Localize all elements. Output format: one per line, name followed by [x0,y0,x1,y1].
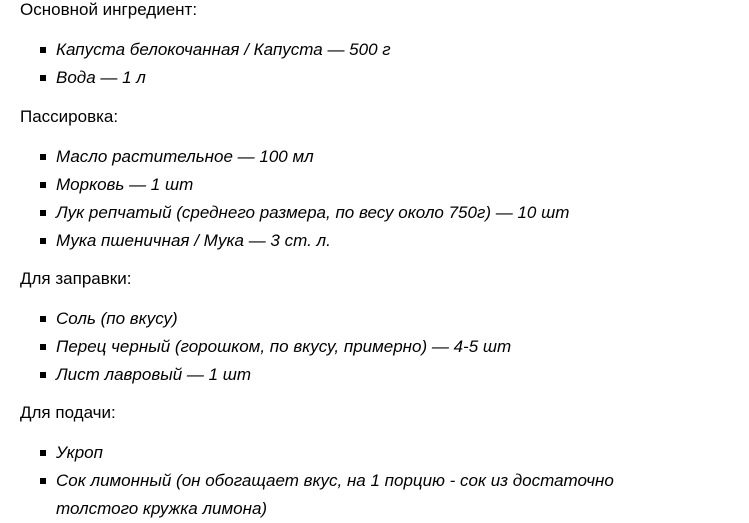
list-item-text: Сок лимонный (он обогащает вкус, на 1 порцию - сок из достаточно толстого кружка лимона) [56,471,614,518]
bullet-icon [40,478,46,484]
bullet-icon [40,47,46,53]
list-item-text: Вода — 1 л [56,68,146,87]
bullet-icon [40,182,46,188]
bullet-icon [40,75,46,81]
ingredients-document [20,0,740,523]
bullet-icon [40,372,46,378]
list-item [20,36,740,64]
list-item [20,143,740,171]
list-item [20,64,740,92]
list-item [20,171,740,199]
section-title-dressing: Для заправки: [20,269,132,288]
list-item-text: Лист лавровый — 1 шт [56,365,252,384]
list-item-text: Соль (по вкусу) [56,309,178,328]
list-item-text: Укроп [56,443,103,462]
list-item-text: Лук репчатый (среднего размера, по весу около 750г) — 10 шт [56,203,570,222]
section-title-passirovka: Пассировка: [20,107,119,126]
bullet-icon [40,344,46,350]
bullet-icon [40,316,46,322]
section-title-main-ingredient: Основной ингредиент: [20,0,198,19]
ingredient-list-main [20,36,740,92]
list-item-text: Масло растительное — 100 мл [56,147,314,166]
list-item-text: Морковь — 1 шт [56,175,194,194]
list-item-text: Перец черный (горошком, по вкусу, примерно) — 4-5 шт [56,337,512,356]
list-item [20,439,740,467]
list-item [20,467,696,523]
bullet-icon [40,238,46,244]
bullet-icon [40,450,46,456]
section-title-serving: Для подачи: [20,403,116,422]
ingredient-list-serving [20,439,740,523]
list-item [20,305,740,333]
bullet-icon [40,210,46,216]
ingredient-list-passirovka [20,143,740,255]
list-item [20,199,740,227]
bullet-icon [40,154,46,160]
list-item [20,361,740,389]
list-item [20,333,740,361]
list-item [20,227,740,255]
list-item-text: Мука пшеничная / Мука — 3 ст. л. [56,231,331,250]
list-item-text: Капуста белокочанная / Капуста — 500 г [56,40,391,59]
ingredient-list-dressing [20,305,740,389]
